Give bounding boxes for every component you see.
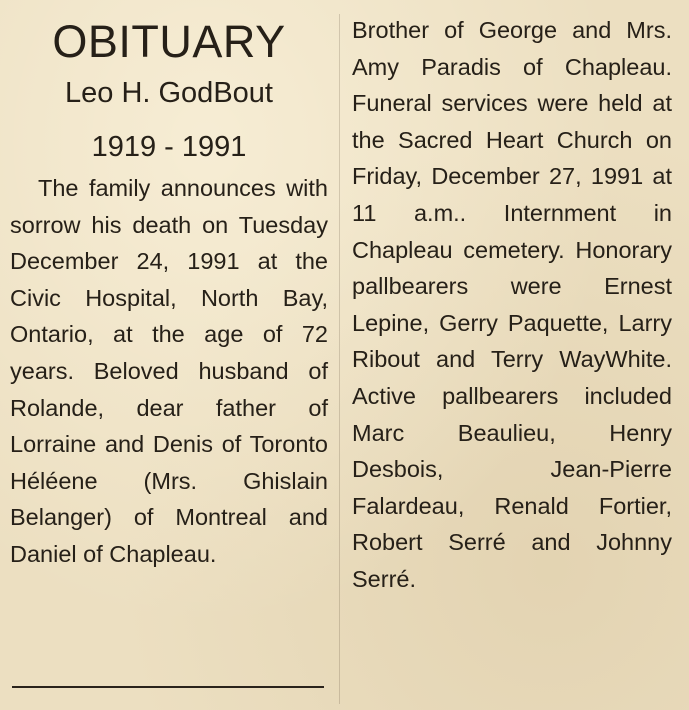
right-column-text: Brother of George and Mrs. Amy Paradis of Chapleau. Funeral services were held at the Sacred Heart Church on Friday, December 27, 1991 at 11 a.m.. Internment in Chapleau cemetery. Honorary pallbearers were Ernest Lepine, Gerry Paquette, Larry Ribout and Terry WayWhite. Active pallbearers included Marc Beaulieu, Henry Desbois, Jean-Pierre Falardeau, Renald Fortier, Robert Serré and Johnny Serré. xyxy=(352,17,672,592)
obituary-heading: OBITUARY xyxy=(52,16,286,67)
deceased-name: Leo H. GodBout xyxy=(65,77,273,109)
separator-rule xyxy=(12,686,324,688)
column-divider xyxy=(339,14,340,704)
left-column-text: The family announces with sorrow his death on Tuesday December 24, 1991 at the Civic Hospital, North Bay, Ontario, at the age of 72 years. Beloved husband of Rolande, dear father of Lorraine and Denis of Toronto Héléene (Mrs. Ghislain Belanger) of Montreal and Daniel of Chapleau. xyxy=(10,175,328,567)
left-column xyxy=(10,0,328,573)
life-dates: 1919 - 1991 xyxy=(91,131,247,163)
right-column xyxy=(352,0,672,598)
